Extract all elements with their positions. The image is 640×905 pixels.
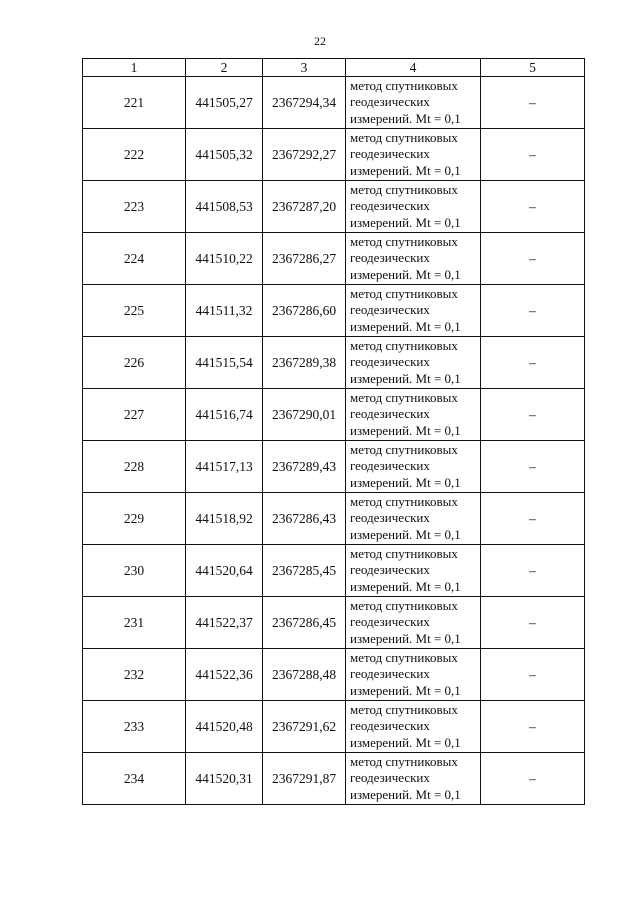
method-line-3: измерений. Mt = 0,1 [350,682,461,698]
description-dash: – [481,493,585,545]
method-line-3: измерений. Mt = 0,1 [350,214,461,230]
method-line-1: метод спутниковых [350,337,458,353]
table-row [83,597,585,649]
coordinate-x: 441520,64 [186,545,263,597]
method-line-1: метод спутниковых [350,129,458,145]
table-row [83,337,585,389]
table-row [83,649,585,701]
method-line-2: геодезических [350,406,430,422]
table-body [83,77,585,805]
coordinate-x: 441511,32 [186,285,263,337]
point-number: 221 [83,77,186,129]
method-line-2: геодезических [350,198,430,214]
method-description [346,493,481,545]
point-number: 232 [83,649,186,701]
method-line-1: метод спутниковых [350,493,458,509]
point-number: 228 [83,441,186,493]
method-description [346,77,481,129]
coordinate-y: 2367291,87 [263,753,346,805]
coordinate-x: 441522,36 [186,649,263,701]
column-header-1: 1 [83,59,186,77]
table-row [83,441,585,493]
coordinate-x: 441515,54 [186,337,263,389]
method-line-3: измерений. Mt = 0,1 [350,630,461,646]
method-line-3: измерений. Mt = 0,1 [350,786,461,802]
method-line-3: измерений. Mt = 0,1 [350,422,461,438]
method-line-2: геодезических [350,302,430,318]
description-dash: – [481,545,585,597]
coordinate-x: 441505,32 [186,129,263,181]
description-dash: – [481,129,585,181]
method-line-2: геодезических [350,510,430,526]
method-description [346,597,481,649]
method-description [346,337,481,389]
coordinate-x: 441516,74 [186,389,263,441]
method-line-2: геодезических [350,718,430,734]
method-line-2: геодезических [350,94,430,110]
point-number: 224 [83,233,186,285]
page-number: 22 [314,34,326,48]
coordinate-x: 441522,37 [186,597,263,649]
method-description [346,753,481,805]
method-line-1: метод спутниковых [350,77,458,93]
method-line-3: измерений. Mt = 0,1 [350,578,461,594]
method-line-3: измерений. Mt = 0,1 [350,474,461,490]
table-row [83,493,585,545]
point-number: 226 [83,337,186,389]
method-line-2: геодезических [350,354,430,370]
header-row [83,59,585,77]
method-line-3: измерений. Mt = 0,1 [350,370,461,386]
coordinate-y: 2367285,45 [263,545,346,597]
point-number: 231 [83,597,186,649]
method-line-3: измерений. Mt = 0,1 [350,526,461,542]
method-description [346,441,481,493]
table-row [83,129,585,181]
point-number: 234 [83,753,186,805]
method-line-2: геодезических [350,770,430,786]
description-dash: – [481,337,585,389]
method-line-1: метод спутниковых [350,233,458,249]
table-row [83,233,585,285]
method-description [346,701,481,753]
coordinate-x: 441505,27 [186,77,263,129]
method-description [346,649,481,701]
column-header-4: 4 [346,59,481,77]
method-description [346,545,481,597]
coordinate-x: 441517,13 [186,441,263,493]
description-dash: – [481,753,585,805]
table-row [83,77,585,129]
coordinate-y: 2367289,38 [263,337,346,389]
method-description [346,389,481,441]
coordinate-x: 441518,92 [186,493,263,545]
coordinate-y: 2367287,20 [263,181,346,233]
method-line-1: метод спутниковых [350,597,458,613]
method-line-1: метод спутниковых [350,181,458,197]
coordinate-x: 441520,48 [186,701,263,753]
point-number: 233 [83,701,186,753]
method-line-1: метод спутниковых [350,389,458,405]
method-line-3: измерений. Mt = 0,1 [350,734,461,750]
description-dash: – [481,181,585,233]
description-dash: – [481,285,585,337]
method-description [346,129,481,181]
point-number: 227 [83,389,186,441]
method-line-3: измерений. Mt = 0,1 [350,266,461,282]
method-line-1: метод спутниковых [350,649,458,665]
point-number: 225 [83,285,186,337]
table-row [83,545,585,597]
method-description [346,233,481,285]
method-line-1: метод спутниковых [350,285,458,301]
coordinate-x: 441510,22 [186,233,263,285]
method-description [346,181,481,233]
method-description [346,285,481,337]
description-dash: – [481,649,585,701]
coordinate-y: 2367286,60 [263,285,346,337]
coordinate-y: 2367288,48 [263,649,346,701]
method-line-1: метод спутниковых [350,701,458,717]
coordinate-y: 2367292,27 [263,129,346,181]
table-row [83,389,585,441]
method-line-1: метод спутниковых [350,753,458,769]
coordinate-y: 2367290,01 [263,389,346,441]
coordinate-x: 441520,31 [186,753,263,805]
method-line-2: геодезических [350,250,430,266]
method-line-3: измерений. Mt = 0,1 [350,110,461,126]
method-line-2: геодезических [350,458,430,474]
point-number: 229 [83,493,186,545]
coordinate-y: 2367291,62 [263,701,346,753]
table-header [83,59,585,77]
method-line-3: измерений. Mt = 0,1 [350,318,461,334]
description-dash: – [481,701,585,753]
description-dash: – [481,441,585,493]
method-line-2: геодезических [350,666,430,682]
method-line-1: метод спутниковых [350,441,458,457]
coordinate-y: 2367289,43 [263,441,346,493]
method-line-2: геодезических [350,146,430,162]
column-header-3: 3 [263,59,346,77]
column-header-2: 2 [186,59,263,77]
method-line-2: геодезических [350,562,430,578]
table-row [83,701,585,753]
point-number: 230 [83,545,186,597]
coordinate-y: 2367286,43 [263,493,346,545]
description-dash: – [481,233,585,285]
point-number: 222 [83,129,186,181]
description-dash: – [481,597,585,649]
coordinate-y: 2367294,34 [263,77,346,129]
coordinates-table [82,58,585,805]
method-line-3: измерений. Mt = 0,1 [350,162,461,178]
method-line-2: геодезических [350,614,430,630]
point-number: 223 [83,181,186,233]
table-row [83,181,585,233]
coordinate-y: 2367286,27 [263,233,346,285]
table-row [83,285,585,337]
description-dash: – [481,77,585,129]
table-row [83,753,585,805]
description-dash: – [481,389,585,441]
coordinate-x: 441508,53 [186,181,263,233]
coordinate-y: 2367286,45 [263,597,346,649]
column-header-5: 5 [481,59,585,77]
method-line-1: метод спутниковых [350,545,458,561]
